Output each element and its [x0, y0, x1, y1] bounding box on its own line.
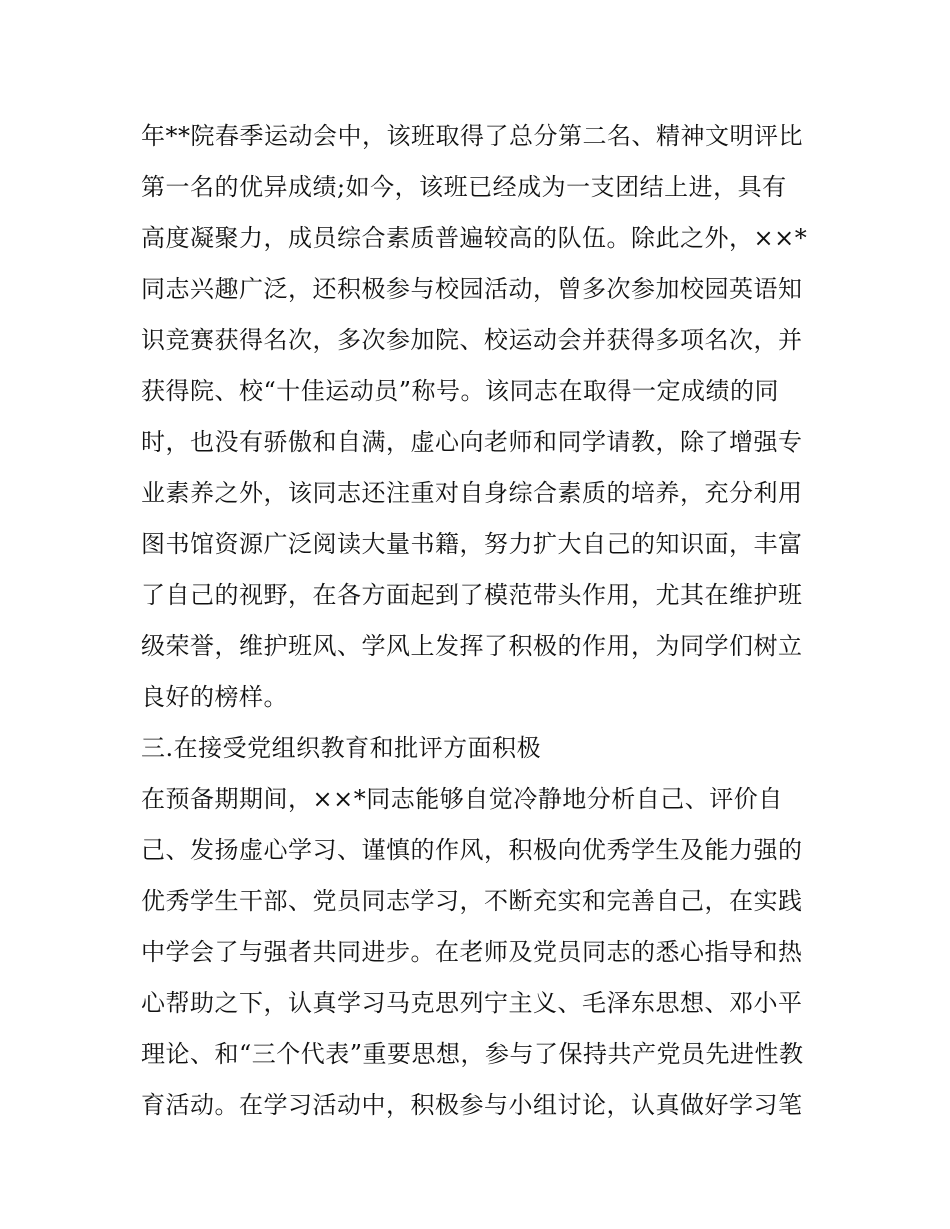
text-line: 在预备期期间，××*同志能够自觉冷静地分析自己、评价自	[141, 785, 783, 813]
text-line: 时，也没有骄傲和自满，虚心向老师和同学请教，除了增强专	[141, 428, 803, 456]
text-line: 己、发扬虚心学习、谨慎的作风，积极向优秀学生及能力强的	[141, 836, 803, 864]
section-heading: 三.在接受党组织教育和批评方面积极	[141, 734, 542, 762]
text-line: 获得院、校“十佳运动员”称号。该同志在取得一定成绩的同	[141, 377, 780, 405]
text-line: 年**院春季运动会中，该班取得了总分第二名、精神文明评比	[141, 122, 803, 150]
text-line: 理论、和“三个代表”重要思想，参与了保持共产党员先进性教	[141, 1040, 804, 1068]
text-line: 高度凝聚力，成员综合素质普遍较高的队伍。除此之外，××*	[141, 224, 808, 252]
text-line: 育活动。在学习活动中，积极参与小组讨论，认真做好学习笔	[141, 1091, 803, 1119]
document-body	[141, 111, 821, 1131]
text-line: 业素养之外，该同志还注重对自身综合素质的培养，充分利用	[141, 479, 803, 507]
text-line: 图书馆资源广泛阅读大量书籍，努力扩大自己的知识面，丰富	[141, 530, 803, 558]
text-line: 第一名的优异成绩;如今，该班已经成为一支团结上进，具有	[141, 173, 787, 201]
text-line: 心帮助之下，认真学习马克思列宁主义、毛泽东思想、邓小平	[141, 989, 803, 1017]
text-line: 级荣誉，维护班风、学风上发挥了积极的作用，为同学们树立	[141, 632, 803, 660]
text-line: 了自己的视野，在各方面起到了模范带头作用，尤其在维护班	[141, 581, 803, 609]
text-line: 识竞赛获得名次，多次参加院、校运动会并获得多项名次，并	[141, 326, 803, 354]
text-line: 良好的榜样。	[141, 683, 288, 711]
text-line: 中学会了与强者共同进步。在老师及党员同志的悉心指导和热	[141, 938, 803, 966]
text-line: 同志兴趣广泛，还积极参与校园活动，曾多次参加校园英语知	[141, 275, 803, 303]
text-line: 优秀学生干部、党员同志学习，不断充实和完善自己，在实践	[141, 887, 803, 915]
